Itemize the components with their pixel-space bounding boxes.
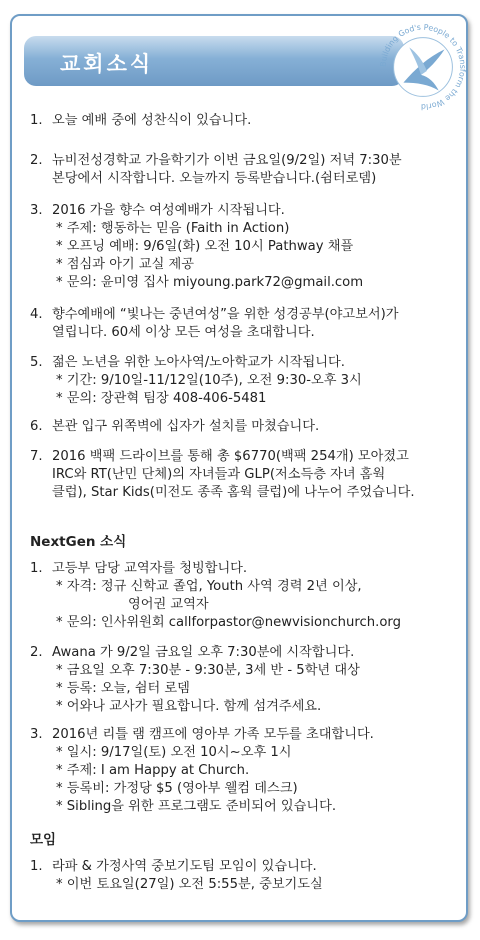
logo-ring-text: Building God's People to Transform the World: [378, 22, 468, 112]
church-news-card: 교회소식 Building God's People to Transform the World 1. 오늘 예배 중에 성찬식이 있습니다. 2. 뉴비전성경학교 가을학기가 이번 금요일(9/2일) 저녁 7:30분 본당에서 시작합니다. 오늘까지 등록받습니다.(쉼터로뎀) 3. 2016 가을 향수 여성예배가 시작됩니다. * 주제: 행동하는 믿음 (Faith in Action) * 오프닝 예배: 9/6일(화) 오전 10시 Pathway 채플 * 점심과 아기 교실 제공 * 문의: 윤미영 집사 miyoung.park72@gmail.com 4. 향수예배에 “빛나는 중년여성”을 위한 성경공부(야고보서)가 열립니다. 60세 이상 모든 여성을 초대합니다. 5. 젊은 노년을 위한 노아사역/노아학교가 시작됩니다. * 기간: 9/10일-11/12일(10주), 오전 9:30-오후 3시 * 문의: 장관혁 팀장 408-406-5481 6. 본관 입구 위쪽벽에 십자가 설치를 마쳤습니다. 7. 2016 백팩 드라이브를 통해 총 $6770(백팩 254개) 모아졌고 IRC와 RT(난민 단체)의 자녀들과 GLP(저소득층 자녀 홈웍 클럽), Star Kids(미전도 종족 홈웍 클럽)에 나누어 주었습니다. NextGen 소식 1. 고등부 담당 교역자를 청빙합니다. * 자격: 정규 신학교 졸업, Youth 사역 경력 2년 이상, 영어권 교역자 * 문의: 인사위원회 callforpastor@newvisionchurch.org 2. Awana 가 9/2일 금요일 오후 7:30분에 시작합니다. * 금요일 오후 7:30분 - 9:30분, 3세 반 - 5학년 대상 * 등록: 오늘, 쉼터 로뎀 * 어와나 교사가 필요합니다. 함께 섬겨주세요. 3. 2016년 리틀 램 캠프에 영아부 가족 모두를 초대합니다. * 일시: 9/17일(토) 오전 10시~오후 1시 * 주제: I am Happy at Church. * 등록비: 가정당 $5 (영아부 웰컴 데스크) * Sibling을 위한 프로그램도 준비되어 있습니다. 모임 1. 라파 & 가정사역 중보기도팀 모임이 있습니다. * 이번 토요일(27일) 오전 5:55분, 중보기도실: [10, 14, 468, 922]
page-title: 교회소식: [60, 52, 154, 76]
header-banner: [24, 36, 404, 86]
section-title-moim: 모임: [30, 832, 57, 848]
section-title-nextgen: NextGen 소식: [30, 534, 127, 550]
church-logo: [374, 18, 468, 116]
